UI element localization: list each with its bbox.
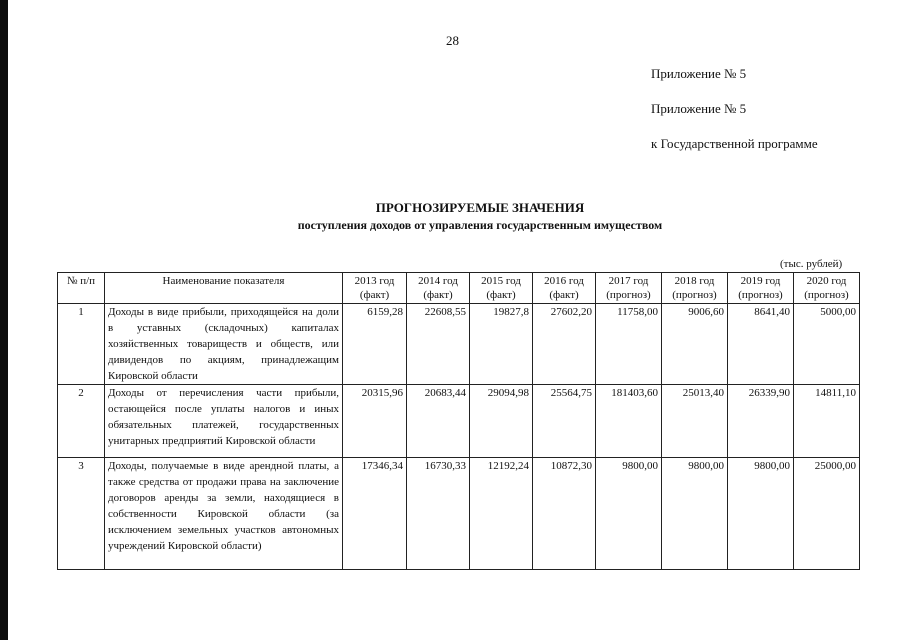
- appendix-label-repeat: Приложение № 5: [651, 101, 747, 116]
- units-label: (тыс. рублей): [780, 258, 843, 270]
- value-2018: 9006,60: [662, 304, 728, 385]
- indicator-name: Доходы в виде прибыли, приходящейся на доли в уставных (складочных) капиталах хозяйственных товариществ и обществ, или дивидендов по акциям, принадлежащим Кировской области: [105, 304, 343, 385]
- table-row: [58, 458, 860, 570]
- header-2017: 2017 год (прогноз): [596, 273, 662, 304]
- appendix-label: Приложение № 5: [651, 66, 747, 81]
- value-2015: 19827,8: [470, 304, 533, 385]
- value-2020: 5000,00: [794, 304, 860, 385]
- value-2019: 26339,90: [728, 385, 794, 458]
- header-2018: 2018 год (прогноз): [662, 273, 728, 304]
- revenue-forecast-table: [57, 272, 860, 570]
- header-2015: 2015 год (факт): [470, 273, 533, 304]
- value-2019: 8641,40: [728, 304, 794, 385]
- header-num: № п/п: [58, 273, 105, 304]
- value-2015: 29094,98: [470, 385, 533, 458]
- table-row: [58, 304, 860, 385]
- value-2016: 25564,75: [533, 385, 596, 458]
- value-2013: 17346,34: [343, 458, 407, 570]
- header-2016: 2016 год (факт): [533, 273, 596, 304]
- document-subtitle: поступления доходов от управления государственным имуществом: [297, 218, 663, 232]
- value-2018: 25013,40: [662, 385, 728, 458]
- value-2014: 16730,33: [407, 458, 470, 570]
- value-2013: 20315,96: [343, 385, 407, 458]
- header-2019: 2019 год (прогноз): [728, 273, 794, 304]
- value-2020: 14811,10: [794, 385, 860, 458]
- header-2013: 2013 год (факт): [343, 273, 407, 304]
- row-number: 3: [58, 458, 105, 570]
- value-2017: 11758,00: [596, 304, 662, 385]
- value-2015: 12192,24: [470, 458, 533, 570]
- table-row: [58, 385, 860, 458]
- indicator-name: Доходы, получаемые в виде арендной платы, а также средства от продажи права на заключение договоров аренды за земли, находящиеся в собственности Кировской области (за исключением земельных участков автономных учреждений Кировской области): [105, 458, 343, 570]
- page-number: 28: [446, 33, 459, 48]
- header-indicator: Наименование показателя: [105, 273, 343, 304]
- value-2013: 6159,28: [343, 304, 407, 385]
- value-2017: 181403,60: [596, 385, 662, 458]
- value-2020: 25000,00: [794, 458, 860, 570]
- scan-edge-bar: [0, 0, 8, 640]
- header-2020: 2020 год (прогноз): [794, 273, 860, 304]
- document-title: ПРОГНОЗИРУЕМЫЕ ЗНАЧЕНИЯ: [375, 200, 585, 215]
- table-header-row: [58, 273, 860, 304]
- value-2016: 27602,20: [533, 304, 596, 385]
- indicator-name: Доходы от перечисления части прибыли, остающейся после уплаты налогов и иных обязательных платежей, государственных унитарных предприятий Кировской области: [105, 385, 343, 458]
- header-2014: 2014 год (факт): [407, 273, 470, 304]
- row-number: 2: [58, 385, 105, 458]
- appendix-program-ref: к Государственной программе: [651, 136, 818, 151]
- value-2017: 9800,00: [596, 458, 662, 570]
- row-number: 1: [58, 304, 105, 385]
- value-2018: 9800,00: [662, 458, 728, 570]
- value-2014: 20683,44: [407, 385, 470, 458]
- value-2014: 22608,55: [407, 304, 470, 385]
- value-2016: 10872,30: [533, 458, 596, 570]
- value-2019: 9800,00: [728, 458, 794, 570]
